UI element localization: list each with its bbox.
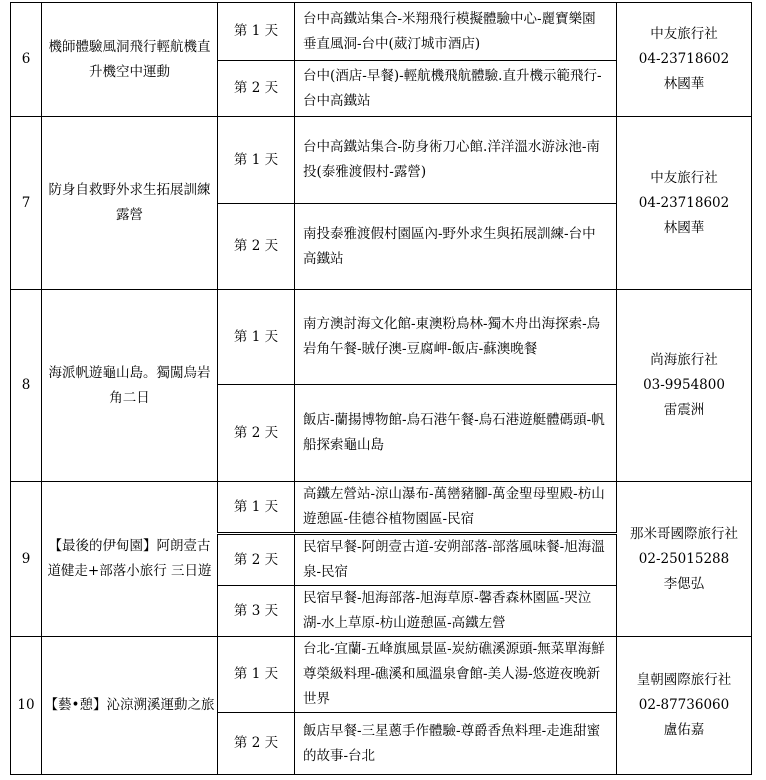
day-route: 台中高鐵站集合-防身術刀心館.洋洋溫水游泳池-南投(泰雅渡假村-露營) <box>295 117 617 204</box>
agency-cell <box>617 637 752 775</box>
entry-number: 10 <box>11 637 42 775</box>
agency-contact: 雷震洲 <box>663 402 705 418</box>
agency-phone: 04-23718602 <box>638 51 730 67</box>
agency-contact: 林國華 <box>663 219 705 236</box>
day-label: 第 2 天 <box>218 534 295 586</box>
day-route: 高鐵左營站-涼山瀑布-萬巒豬腳-萬金聖母聖殿-枋山遊憩區-佳德谷植物園區-民宿 <box>295 482 617 534</box>
agency-contact: 盧佑嘉 <box>663 722 705 738</box>
entry-number: 6 <box>11 3 42 117</box>
agency-cell <box>617 3 752 117</box>
day-label: 第 3 天 <box>218 586 295 637</box>
day-route: 飯店-蘭揚博物館-烏石港午餐-烏石港遊艇體碼頭-帆船探索龜山島 <box>295 385 617 482</box>
agency-phone: 04-23718602 <box>638 194 730 211</box>
day-label: 第 2 天 <box>218 713 295 775</box>
day-label: 第 1 天 <box>218 117 295 204</box>
day-route: 台北-宜蘭-五峰旗風景區-炭紡礁溪源頭-無菜單海鮮尊榮級料理-礁溪和風溫泉會館-美人湯-悠遊夜晚新世界 <box>295 637 617 713</box>
agency-name: 中友旅行社 <box>650 26 718 42</box>
day-route: 民宿早餐-阿朗壹古道-安朔部落-部落風味餐-旭海溫泉-民宿 <box>295 534 617 586</box>
day-label: 第 1 天 <box>218 482 295 534</box>
entry-number: 8 <box>11 290 42 482</box>
table-row <box>11 3 752 61</box>
table-row <box>11 482 752 534</box>
agency-name: 那米哥國際旅行社 <box>630 525 738 542</box>
day-route: 台中高鐵站集合-米翔飛行模擬體驗中心-麗寶樂園垂直風洞-台中(葳汀城市酒店) <box>295 3 617 61</box>
day-label: 第 1 天 <box>218 3 295 61</box>
agency-phone: 02-87736060 <box>638 697 730 713</box>
day-route: 飯店早餐-三星蔥手作體驗-尊爵香魚料理-走進甜蜜的故事-台北 <box>295 713 617 775</box>
itinerary-table <box>10 2 752 775</box>
day-label: 第 1 天 <box>218 637 295 713</box>
day-route: 南投泰雅渡假村園區內-野外求生與拓展訓練-台中高鐵站 <box>295 204 617 290</box>
agency-contact: 李偲弘 <box>663 575 705 592</box>
day-route: 台中(酒店-早餐)-輕航機飛航體驗.直升機示範飛行-台中高鐵站 <box>295 61 617 117</box>
day-label: 第 1 天 <box>218 290 295 385</box>
day-route: 南方澳討海文化館-東澳粉鳥林-獨木舟出海探索-烏岩角午餐-賊仔澳-豆腐岬-飯店-蘇澳晚餐 <box>295 290 617 385</box>
tour-name: 【最後的伊甸園】阿朗壹古道健走+部落小旅行 三日遊 <box>42 482 218 637</box>
agency-phone: 02-25015288 <box>638 550 730 567</box>
tour-name: 海派帆遊龜山島。獨闖烏岩角二日 <box>42 290 218 482</box>
day-label: 第 2 天 <box>218 61 295 117</box>
agency-cell <box>617 482 752 637</box>
table-row <box>11 290 752 385</box>
agency-name: 皇朝國際旅行社 <box>636 672 732 688</box>
agency-phone: 03-9954800 <box>643 377 725 393</box>
agency-name: 尚海旅行社 <box>650 352 718 368</box>
tour-name: 防身自救野外求生拓展訓練露營 <box>42 117 218 290</box>
tour-name: 【藝•憩】沁涼溯溪運動之旅 <box>42 637 218 775</box>
table-row <box>11 637 752 713</box>
day-label: 第 2 天 <box>218 385 295 482</box>
entry-number: 7 <box>11 117 42 290</box>
day-label: 第 2 天 <box>218 204 295 290</box>
agency-cell <box>617 117 752 290</box>
entry-number: 9 <box>11 482 42 637</box>
table-row <box>11 117 752 204</box>
agency-contact: 林國華 <box>663 76 705 92</box>
agency-name: 中友旅行社 <box>650 169 718 186</box>
agency-cell <box>617 290 752 482</box>
tour-name: 機師體驗風洞飛行輕航機直升機空中運動 <box>42 3 218 117</box>
day-route: 民宿早餐-旭海部落-旭海草原-馨香森林園區-哭泣湖-水上草原-枋山遊憩區-高鐵左營 <box>295 586 617 637</box>
